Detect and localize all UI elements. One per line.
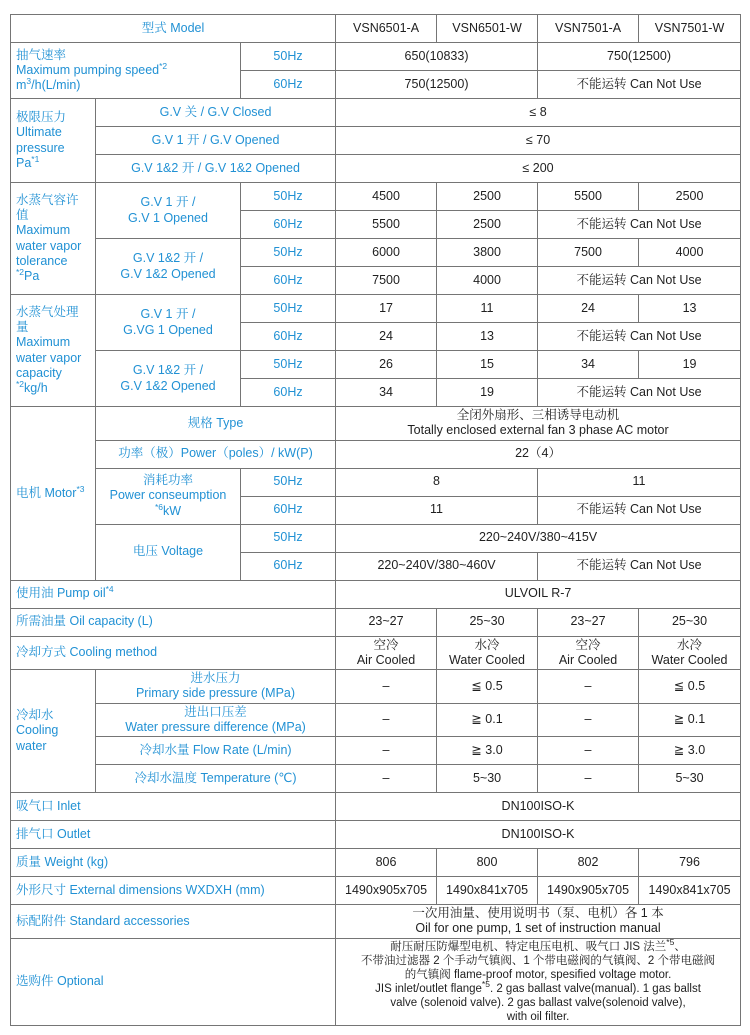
row-label-cell: G.V 1&2 开 / G.V 1&2 Opened <box>96 155 336 183</box>
value-cell: 750(12500) <box>336 71 538 99</box>
value-cell: 19 <box>639 351 741 379</box>
value-cell: – <box>538 765 639 793</box>
table-row <box>11 239 741 267</box>
row-label-cell: 60Hz <box>241 211 336 239</box>
value-cell: 11 <box>336 496 538 524</box>
value-cell: 1490x905x705 <box>538 877 639 905</box>
value-cell: 24 <box>538 295 639 323</box>
value-cell: 796 <box>639 849 741 877</box>
row-label-cell: 50Hz <box>241 351 336 379</box>
table-row <box>11 670 741 704</box>
row-label-cell: 吸气口 Inlet <box>11 793 336 821</box>
value-cell: DN100ISO-K <box>336 793 741 821</box>
value-cell: 1490x841x705 <box>639 877 741 905</box>
value-cell: – <box>538 703 639 737</box>
value-cell: 全闭外扇形、三相诱导电动机 Totally enclosed external fan 3 phase AC motor <box>336 407 741 441</box>
value-cell: ULVOIL R-7 <box>336 580 741 608</box>
row-label-cell: 功率（极）Power（poles）/ kW(P) <box>96 440 336 468</box>
row-label-cell: 极限压力 Ultimate pressure Pa$^{*1}$ <box>11 99 96 183</box>
table-row <box>11 127 741 155</box>
table-row <box>11 155 741 183</box>
row-label-cell: 60Hz <box>241 379 336 407</box>
row-label-cell: 外形尺寸 External dimensions WXDXH (mm) <box>11 877 336 905</box>
value-cell: 22（4） <box>336 440 741 468</box>
row-label-cell: 50Hz <box>241 43 336 71</box>
value-cell: 220~240V/380~415V <box>336 524 741 552</box>
value-cell: ≤ 200 <box>336 155 741 183</box>
table-row <box>11 407 741 441</box>
value-cell: 17 <box>336 295 437 323</box>
value-cell: 11 <box>437 295 538 323</box>
row-label-cell: G.V 1 开 / G.VG 1 Opened <box>96 295 241 351</box>
row-label-cell: 标配附件 Standard accessories <box>11 905 336 939</box>
row-label-cell: 60Hz <box>241 552 336 580</box>
spec-table-body <box>11 15 741 1026</box>
value-cell: 不能运转 Can Not Use <box>538 379 741 407</box>
value-cell: 耐压耐压防爆型电机、特定电压电机、吸气口 JIS 法兰$^{*5}$、 不带油过滤器 2 个手动气镇阀、1 个带电磁阀的气镇阀、2 个带电磁阀 的气镇阀 flame-proof motor, spesified voltage motor. JIS inlet/outlet flange$^{*5}$. 2 gas ballast valve(manual). 1 gas ballst valve (solenoid valve). 2 gas ballast valve(solenoid valve), with oil filter. <box>336 938 741 1025</box>
value-cell: 4500 <box>336 183 437 211</box>
value-cell: 650(10833) <box>336 43 538 71</box>
value-cell: ≤ 8 <box>336 99 741 127</box>
row-label-cell: 60Hz <box>241 71 336 99</box>
value-cell: 4000 <box>639 239 741 267</box>
row-label-cell: 抽气速率 Maximum pumping speed$^{*2}$ $m^3/h(L/\min)$ <box>11 43 241 99</box>
value-cell: 不能运转 Can Not Use <box>538 71 741 99</box>
value-cell: 5~30 <box>639 765 741 793</box>
value-cell: 一次用油量、使用说明书（泵、电机）各 1 本 Oil for one pump, 1 set of instruction manual <box>336 905 741 939</box>
value-cell: VSN7501-A <box>538 15 639 43</box>
value-cell: – <box>538 670 639 704</box>
value-cell: 5500 <box>336 211 437 239</box>
value-cell: – <box>538 737 639 765</box>
value-cell: 7500 <box>538 239 639 267</box>
table-row <box>11 849 741 877</box>
value-cell: 3800 <box>437 239 538 267</box>
value-cell: ≤ 70 <box>336 127 741 155</box>
row-label-cell: 型式 Model <box>11 15 336 43</box>
row-label-cell: 进水压力 Primary side pressure (MPa) <box>96 670 336 704</box>
value-cell: 2500 <box>639 183 741 211</box>
value-cell: 4000 <box>437 267 538 295</box>
header-row <box>11 15 741 43</box>
value-cell: 11 <box>538 468 741 496</box>
row-label-cell: G.V 1&2 开 / G.V 1&2 Opened <box>96 351 241 407</box>
row-label-cell: G.V 1 开 / G.V 1 Opened <box>96 183 241 239</box>
value-cell: ≧ 3.0 <box>639 737 741 765</box>
table-row <box>11 765 741 793</box>
row-label-cell: 50Hz <box>241 239 336 267</box>
value-cell: 8 <box>336 468 538 496</box>
table-row <box>11 295 741 323</box>
value-cell: 15 <box>437 351 538 379</box>
value-cell: VSN6501-W <box>437 15 538 43</box>
spec-table <box>10 14 741 1026</box>
value-cell: 不能运转 Can Not Use <box>538 552 741 580</box>
value-cell: 不能运转 Can Not Use <box>538 496 741 524</box>
value-cell: – <box>336 737 437 765</box>
value-cell: 13 <box>437 323 538 351</box>
row-label-cell: 质量 Weight (kg) <box>11 849 336 877</box>
row-label-cell: 60Hz <box>241 323 336 351</box>
value-cell: 26 <box>336 351 437 379</box>
row-label-cell: 50Hz <box>241 468 336 496</box>
value-cell: 1490x841x705 <box>437 877 538 905</box>
value-cell: 25~30 <box>639 608 741 636</box>
value-cell: 水冷 Water Cooled <box>437 636 538 670</box>
value-cell: – <box>336 765 437 793</box>
value-cell: 23~27 <box>336 608 437 636</box>
table-row <box>11 703 741 737</box>
value-cell: 13 <box>639 295 741 323</box>
value-cell: ≦ 0.5 <box>437 670 538 704</box>
row-label-cell: 规格 Type <box>96 407 336 441</box>
table-row <box>11 43 741 71</box>
value-cell: – <box>336 703 437 737</box>
row-label-cell: 冷却水 Cooling water <box>11 670 96 793</box>
table-row <box>11 877 741 905</box>
value-cell: – <box>336 670 437 704</box>
row-label-cell: G.V 1&2 开 / G.V 1&2 Opened <box>96 239 241 295</box>
value-cell: 空冷 Air Cooled <box>336 636 437 670</box>
value-cell: ≦ 0.5 <box>639 670 741 704</box>
value-cell: 5500 <box>538 183 639 211</box>
value-cell: 1490x905x705 <box>336 877 437 905</box>
row-label-cell: 冷却水温度 Temperature (℃) <box>96 765 336 793</box>
table-row <box>11 636 741 670</box>
row-label-cell: 60Hz <box>241 496 336 524</box>
value-cell: VSN7501-W <box>639 15 741 43</box>
row-label-cell: 使用油 Pump oil$^{*4}$ <box>11 580 336 608</box>
value-cell: 24 <box>336 323 437 351</box>
value-cell: 不能运转 Can Not Use <box>538 211 741 239</box>
row-label-cell: 排气口 Outlet <box>11 821 336 849</box>
value-cell: 水冷 Water Cooled <box>639 636 741 670</box>
value-cell: 802 <box>538 849 639 877</box>
value-cell: 23~27 <box>538 608 639 636</box>
row-label-cell: 电压 Voltage <box>96 524 241 580</box>
row-label-cell: 消耗功率 Power conseumption $^{*6}$kW <box>96 468 241 524</box>
table-row <box>11 580 741 608</box>
value-cell: 220~240V/380~460V <box>336 552 538 580</box>
value-cell: ≧ 3.0 <box>437 737 538 765</box>
table-row <box>11 183 741 211</box>
value-cell: 5~30 <box>437 765 538 793</box>
table-row <box>11 938 741 1025</box>
value-cell: 不能运转 Can Not Use <box>538 323 741 351</box>
row-label-cell: 60Hz <box>241 267 336 295</box>
table-row <box>11 793 741 821</box>
row-label-cell: 50Hz <box>241 183 336 211</box>
value-cell: 34 <box>538 351 639 379</box>
table-row <box>11 351 741 379</box>
value-cell: 19 <box>437 379 538 407</box>
value-cell: ≧ 0.1 <box>639 703 741 737</box>
table-row <box>11 524 741 552</box>
row-label-cell: 水蒸气处理量 Maximum water vapor capacity $^{*2}$kg/h <box>11 295 96 407</box>
table-row <box>11 821 741 849</box>
table-row <box>11 905 741 939</box>
table-row <box>11 468 741 496</box>
row-label-cell: 冷却方式 Cooling method <box>11 636 336 670</box>
row-label-cell: 冷却水量 Flow Rate (L/min) <box>96 737 336 765</box>
table-row <box>11 99 741 127</box>
value-cell: 800 <box>437 849 538 877</box>
value-cell: 750(12500) <box>538 43 741 71</box>
value-cell: VSN6501-A <box>336 15 437 43</box>
row-label-cell: G.V 关 / G.V Closed <box>96 99 336 127</box>
value-cell: 34 <box>336 379 437 407</box>
value-cell: 空冷 Air Cooled <box>538 636 639 670</box>
table-row <box>11 440 741 468</box>
value-cell: ≧ 0.1 <box>437 703 538 737</box>
row-label-cell: 50Hz <box>241 295 336 323</box>
value-cell: 6000 <box>336 239 437 267</box>
row-label-cell: 所需油量 Oil capacity (L) <box>11 608 336 636</box>
row-label-cell: 电机 Motor$^{*3}$ <box>11 407 96 581</box>
value-cell: 2500 <box>437 211 538 239</box>
row-label-cell: G.V 1 开 / G.V Opened <box>96 127 336 155</box>
value-cell: DN100ISO-K <box>336 821 741 849</box>
row-label-cell: 选购件 Optional <box>11 938 336 1025</box>
table-row <box>11 608 741 636</box>
row-label-cell: 水蒸气容许值 Maximum water vapor tolerance $^{*2}$Pa <box>11 183 96 295</box>
value-cell: 2500 <box>437 183 538 211</box>
value-cell: 25~30 <box>437 608 538 636</box>
row-label-cell: 进出口压差 Water pressure difference (MPa) <box>96 703 336 737</box>
row-label-cell: 50Hz <box>241 524 336 552</box>
value-cell: 806 <box>336 849 437 877</box>
table-row <box>11 737 741 765</box>
value-cell: 7500 <box>336 267 437 295</box>
value-cell: 不能运转 Can Not Use <box>538 267 741 295</box>
